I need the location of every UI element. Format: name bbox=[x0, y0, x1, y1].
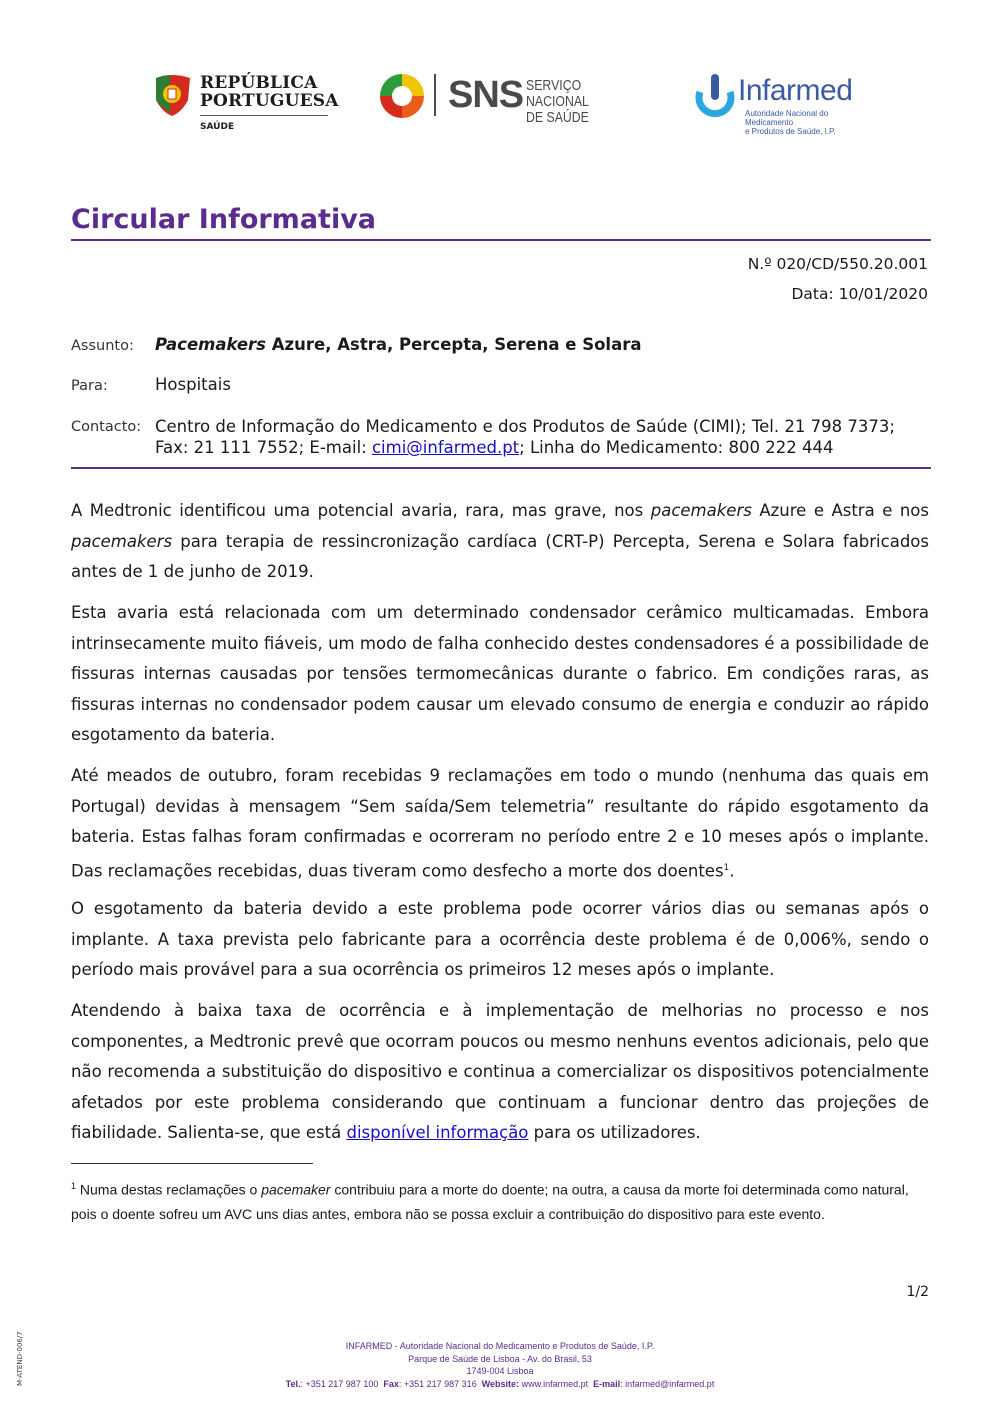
infarmed-emblem-icon bbox=[694, 74, 736, 120]
footer-email-label: E-mail bbox=[593, 1378, 621, 1389]
footnote-text-a: Numa destas reclamações o bbox=[79, 1181, 258, 1198]
contacto-phone-line: ; Linha do Medicamento: 800 222 444 bbox=[519, 438, 834, 457]
footnote-text-b: contribuiu para a morte do doente; na outra, a causa da morte foi determinada como natural, pois o doente sofreu um AVC uns dias antes, embora não se possa excluir a contribuição do dispositivo para este evento. bbox=[71, 1181, 909, 1222]
footer-web-label: Website: bbox=[481, 1378, 520, 1389]
footer-fax: : +351 217 987 316 bbox=[398, 1378, 477, 1389]
contacto-line1: Centro de Informação do Medicamento e dos Produtos de Saúde (CIMI); Tel. 21 798 7373; bbox=[155, 417, 895, 436]
contact-email-link[interactable]: cimi@infarmed.pt bbox=[371, 438, 520, 457]
footnote-italic: pacemaker bbox=[261, 1181, 331, 1198]
republica-logo-line1: REPÚBLICA bbox=[200, 73, 318, 93]
footer-website-link[interactable]: www.infarmed.pt bbox=[521, 1378, 589, 1389]
paragraph-2: Esta avaria está relacionada com um determinado condensador cerâmico multicamadas. Embora intrinsecamente muito fiáveis, um modo de falha conhecido destes condensadores é a possibilidade de fissuras internas causadas por tensões termomecânicas durante o fabrico. Em condições raras, as fissuras internas no condensador podem causar um elevado consumo de energia e conduzir ao rápido esgotamento da bateria. bbox=[71, 603, 929, 745]
assunto-rest: Azure, Astra, Percepta, Serena e Solara bbox=[271, 335, 642, 354]
p5-text-b: para os utilizadores. bbox=[533, 1123, 701, 1143]
infarmed-logo-line1: Autoridade Nacional do Medicamento bbox=[745, 109, 829, 127]
contacto-value bbox=[155, 416, 935, 458]
footnote-number: 1 bbox=[71, 1181, 77, 1191]
document-date bbox=[791, 285, 928, 303]
info-link[interactable]: disponível informação bbox=[346, 1123, 529, 1143]
contacto-fax: Fax: 21 111 7552; E-mail: bbox=[155, 438, 367, 457]
p3-end: . bbox=[729, 861, 735, 881]
header-divider bbox=[71, 467, 931, 469]
portugal-emblem-icon bbox=[152, 72, 194, 118]
footnote-ref[interactable]: 1 bbox=[723, 862, 730, 873]
para-value: Hospitais bbox=[155, 375, 231, 394]
republica-logo-line2: PORTUGUESA bbox=[200, 91, 339, 111]
footer-tel: : +351 217 987 100 bbox=[300, 1378, 379, 1389]
republica-portuguesa-logo bbox=[152, 72, 339, 134]
assunto-label: Assunto: bbox=[71, 338, 134, 354]
footer-line3: 1749-004 Lisboa bbox=[466, 1366, 534, 1376]
footer-line2: Parque de Saúde de Lisboa - Av. do Brasil, 53 bbox=[408, 1353, 592, 1364]
p5-text-a: Atendendo à baixa taxa de ocorrência e à implementação de melhorias no processo e nos componentes, a Medtronic prevê que ocorram poucos ou mesmo nenhuns eventos adicionais, pelo que não recomenda a substituição do dispositivo e continua a comercializar os dispositivos potencialmente afetados por este problema considerando que continuam a funcionar dentro das projeções de fiabilidade. Salienta-se, que está bbox=[71, 1001, 929, 1143]
paragraph-3 bbox=[71, 761, 929, 887]
p1-text-b: Azure e Astra e nos bbox=[759, 501, 929, 520]
sns-logo-line1: SERVIÇO NACIONAL bbox=[526, 77, 589, 110]
p1-italic-1: pacemakers bbox=[650, 501, 752, 520]
footer-tel-label: Tel. bbox=[285, 1378, 301, 1389]
title-divider bbox=[71, 239, 931, 241]
date-value: 10/01/2020 bbox=[838, 285, 928, 303]
infarmed-logo bbox=[694, 72, 874, 136]
sns-emblem-icon bbox=[378, 72, 426, 120]
side-code-text: M-ATEND-006/7 bbox=[16, 1331, 24, 1386]
footer-email-link[interactable]: : infarmed@infarmed.pt bbox=[620, 1378, 715, 1389]
sns-logo bbox=[378, 72, 648, 126]
footer-line1: INFARMED - Autoridade Nacional do Medicamento e Produtos de Saúde, I.P. bbox=[345, 1341, 655, 1351]
contacto-label: Contacto: bbox=[71, 419, 142, 435]
sns-logo-acronym: SNS bbox=[448, 74, 524, 116]
date-label: Data: bbox=[791, 285, 834, 303]
p1-text-a: A Medtronic identificou uma potencial avaria, rara, mas grave, nos bbox=[71, 501, 644, 520]
page-number: 1/2 bbox=[906, 1284, 929, 1300]
paragraph-1 bbox=[71, 496, 929, 588]
assunto-italic: Pacemakers bbox=[155, 335, 267, 354]
sns-logo-line2: DE SAÚDE bbox=[526, 109, 589, 126]
p3-text: Até meados de outubro, foram recebidas 9 reclamações em todo o mundo (nenhuma das quais em Portugal) devidas à mensagem “Sem saída/Sem telemetria” resultante do rápido esgotamento da bateria. Estas falhas foram confirmadas e ocorreram no período entre 2 e 10 meses após o implante. Das reclamações recebidas, duas tiveram como desfecho a morte dos doentes bbox=[71, 766, 929, 881]
sns-logo-divider bbox=[434, 74, 436, 116]
paragraph-4: O esgotamento da bateria devido a este problema pode ocorrer vários dias ou semanas após o implante. A taxa prevista pelo fabricante para a ocorrência deste problema é de 0,006%, sendo o período mais provável para a sua ocorrência os primeiros 12 meses após o implante. bbox=[71, 899, 929, 980]
footer-fax-label: Fax bbox=[383, 1378, 399, 1389]
contacto-line2 bbox=[155, 437, 935, 458]
p1-text-c: para terapia de ressincronização cardíaca (CRT-P) Percepta, Serena e Solara fabricados antes de 1 de junho de 2019. bbox=[71, 531, 929, 582]
p1-italic-2: pacemakers bbox=[71, 531, 173, 551]
infarmed-logo-line2: e Produtos de Saúde, I.P. bbox=[745, 127, 836, 136]
document-title: Circular Informativa bbox=[71, 204, 377, 235]
republica-logo-sub: SAÚDE bbox=[200, 122, 235, 132]
assunto-value bbox=[155, 335, 641, 354]
para-label: Para: bbox=[71, 378, 108, 394]
footnote-divider bbox=[71, 1163, 313, 1164]
footer-contacts bbox=[0, 1378, 1000, 1391]
paragraph-5 bbox=[71, 996, 929, 1149]
document-number: N.º 020/CD/550.20.001 bbox=[747, 255, 928, 273]
republica-logo-divider bbox=[200, 115, 328, 116]
page-footer bbox=[0, 1340, 1000, 1390]
footnote bbox=[71, 1174, 931, 1226]
infarmed-logo-name: Infarmed bbox=[738, 74, 853, 107]
